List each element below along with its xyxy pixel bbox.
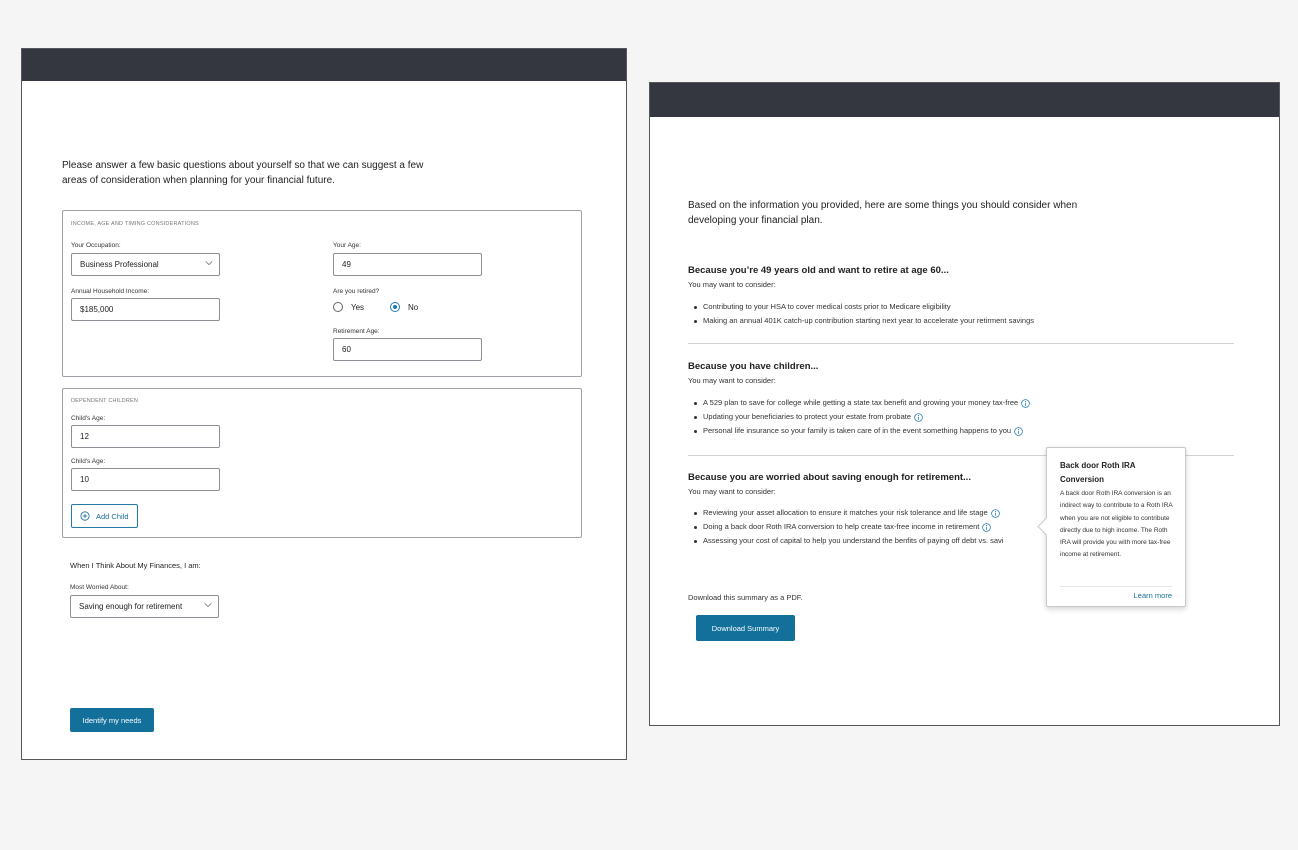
retired-yes-radio[interactable] <box>333 302 364 312</box>
list-item <box>688 506 1003 520</box>
plus-circle-icon <box>80 511 90 521</box>
occupation-label: Your Occupation: <box>71 242 121 249</box>
consideration-list <box>688 300 1034 328</box>
list-item-text: Personal life insurance so your family is taken care of in the event something happens to you <box>703 426 1012 435</box>
radio-checked-icon <box>390 302 400 312</box>
child-age-input[interactable]: 12 <box>71 425 220 448</box>
section-subheading: You may want to consider: <box>688 376 776 385</box>
bullet-icon <box>694 512 697 515</box>
list-item <box>688 520 1003 534</box>
summary-intro: Based on the information you provided, here are some things you should consider when developing your financial plan. <box>688 200 1078 226</box>
tooltip-title: Back door Roth IRA Conversion <box>1060 461 1136 484</box>
bullet-icon <box>694 416 697 419</box>
chevron-down-icon <box>205 259 213 267</box>
list-item <box>688 300 1034 314</box>
child-age-label: Child's Age: <box>71 458 106 465</box>
list-item-text: Doing a back door Roth IRA conversion to help create tax-free income in retirement <box>703 522 980 531</box>
income-label: Annual Household Income: <box>71 288 150 295</box>
add-child-label: Add Child <box>96 511 129 521</box>
summary-panel <box>649 82 1280 726</box>
income-legend: INCOME, AGE AND TIMING CONSIDERATIONS <box>71 221 199 227</box>
occupation-select[interactable] <box>71 253 220 276</box>
tooltip-divider <box>1060 586 1172 587</box>
list-item <box>688 424 1030 438</box>
bullet-icon <box>694 540 697 543</box>
bullet-icon <box>694 402 697 405</box>
worried-value: Saving enough for retirement <box>79 602 183 611</box>
retirement-age-input[interactable]: 60 <box>333 338 482 361</box>
child-age-label: Child's Age: <box>71 415 106 422</box>
worried-label: Most Worried About: <box>70 584 129 591</box>
consideration-list <box>688 396 1030 438</box>
questionnaire-panel <box>21 48 627 760</box>
consideration-list <box>688 506 1003 548</box>
list-item-text: A 529 plan to save for college while getting a state tax benefit and growing your money tax-free <box>703 398 1019 407</box>
section-subheading: You may want to consider: <box>688 280 776 289</box>
list-item-text: Contributing to your HSA to cover medical costs prior to Medicare eligibility <box>703 302 951 311</box>
list-item-text: Assessing your cost of capital to help you understand the benfits of paying off debt vs. savi <box>703 536 1004 545</box>
download-text: Download this summary as a PDF. <box>688 593 803 602</box>
section-divider <box>688 343 1234 344</box>
retired-yes-label: Yes <box>351 302 365 312</box>
retired-no-radio[interactable] <box>390 302 418 312</box>
radio-unchecked-icon <box>333 302 343 312</box>
finances-heading: When I Think About My Finances, I am: <box>70 561 201 570</box>
info-icon[interactable] <box>991 509 1000 518</box>
add-child-button[interactable] <box>71 504 138 528</box>
section-heading: Because you’re 49 years old and want to retire at age 60... <box>688 265 949 276</box>
worried-select[interactable] <box>70 595 219 618</box>
info-icon[interactable] <box>982 523 991 532</box>
header-bar <box>22 49 626 81</box>
download-summary-button[interactable]: Download Summary <box>696 615 795 641</box>
list-item-text: Updating your beneficiaries to protect your estate from probate <box>703 412 912 421</box>
child-age-input[interactable]: 10 <box>71 468 220 491</box>
info-icon[interactable] <box>914 413 923 422</box>
list-item-text: Reviewing your asset allocation to ensure it matches your risk tolerance and life stage <box>703 508 988 517</box>
header-bar <box>650 83 1279 117</box>
income-input[interactable]: $185,000 <box>71 298 220 321</box>
age-label: Your Age: <box>333 242 361 249</box>
section-heading: Because you are worried about saving enough for retirement... <box>688 472 971 483</box>
retirement-age-label: Retirement Age: <box>333 328 380 335</box>
list-item <box>688 410 1030 424</box>
chevron-down-icon <box>204 601 212 609</box>
info-icon[interactable] <box>1014 427 1023 436</box>
bullet-icon <box>694 320 697 323</box>
learn-more-link[interactable]: Learn more <box>1133 591 1172 600</box>
bullet-icon <box>694 306 697 309</box>
list-item <box>688 314 1034 328</box>
retired-no-label: No <box>408 302 419 312</box>
income-fieldset <box>62 210 582 377</box>
bullet-icon <box>694 430 697 433</box>
list-item <box>688 534 1003 548</box>
children-legend: DEPENDENT CHILDREN <box>71 398 139 404</box>
list-item <box>688 396 1030 410</box>
bullet-icon <box>694 526 697 529</box>
tooltip-body: A back door Roth IRA conversion is an indirect way to contribute to a Roth IRA when you are not eligible to contribute directly due to high income. The Roth IRA will provide you with more tax-free income at retirement. <box>1060 490 1173 559</box>
retired-label: Are you retired? <box>333 288 380 295</box>
list-item-text: Making an annual 401K catch-up contribution starting next year to accelerate your retirment savings <box>703 316 1035 325</box>
section-heading: Because you have children... <box>688 361 819 372</box>
section-subheading: You may want to consider: <box>688 487 776 496</box>
identify-needs-button[interactable]: Identify my needs <box>70 708 154 732</box>
intro-text: Please answer a few basic questions about yourself so that we can suggest a few areas of consideration when planning for your financial future. <box>62 160 424 186</box>
info-icon[interactable] <box>1021 399 1030 408</box>
roth-ira-tooltip <box>1046 447 1186 607</box>
occupation-value: Business Professional <box>80 260 159 269</box>
children-fieldset <box>62 388 582 538</box>
age-input[interactable]: 49 <box>333 253 482 276</box>
